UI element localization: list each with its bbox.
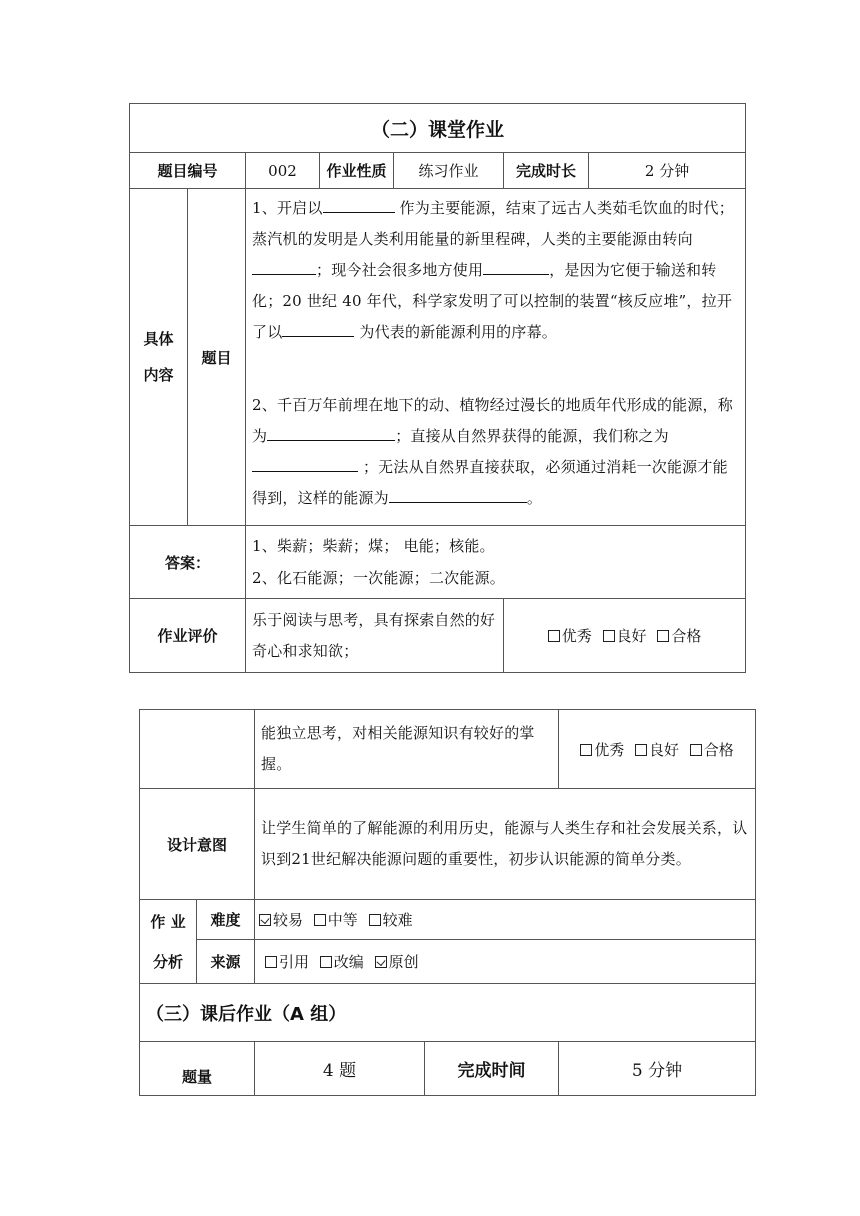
rating-excellent: 优秀 bbox=[594, 740, 625, 759]
checkbox-icon[interactable] bbox=[603, 630, 615, 642]
question-label: 题目 bbox=[188, 189, 246, 526]
section-3-title: （三）课后作业（A 组） bbox=[140, 984, 756, 1042]
blank bbox=[267, 425, 395, 441]
section-title: （二）课堂作业 bbox=[130, 104, 746, 153]
source-label: 来源 bbox=[197, 940, 255, 984]
checkbox-icon[interactable] bbox=[314, 914, 326, 926]
evaluation-label: 作业评价 bbox=[130, 599, 246, 673]
rating-good: 良好 bbox=[649, 740, 680, 759]
checkbox-icon[interactable] bbox=[580, 744, 592, 756]
blank bbox=[282, 321, 354, 337]
difficulty-options: 较易 中等 较难 bbox=[255, 900, 756, 940]
blank bbox=[323, 197, 395, 213]
difficulty-label: 难度 bbox=[197, 900, 255, 940]
answer-line-2: 2、化石能源；一次能源；二次能源。 bbox=[252, 569, 505, 587]
checkbox-icon[interactable] bbox=[657, 630, 669, 642]
question-id-value: 002 bbox=[246, 153, 320, 189]
source-options: 引用 改编 原创 bbox=[255, 940, 756, 984]
classroom-homework-table bbox=[129, 103, 746, 673]
rating-excellent: 优秀 bbox=[561, 627, 592, 645]
completion-time-value: 5 分钟 bbox=[559, 1042, 756, 1096]
checkbox-icon[interactable] bbox=[265, 956, 277, 968]
checkbox-icon[interactable] bbox=[635, 744, 647, 756]
empty-label-cell bbox=[140, 710, 255, 789]
rating-options bbox=[504, 599, 746, 673]
evaluation-criteria-2: 能独立思考，对相关能源知识有较好的掌握。 bbox=[255, 710, 559, 789]
blank bbox=[252, 259, 316, 275]
question-2: 2、千百万年前埋在地下的动、植物经过漫长的地质年代形成的能源，称为 ；直接从自然界获得的能源，我们称之为 ；无法从自然界直接获取，必须通过消耗一次能源才能得到，这样的能源为 。 bbox=[252, 396, 733, 507]
design-intent-text: 让学生简单的了解能源的利用历史，能源与人类生存和社会发展关系，认识到21世纪解决能源问题的重要性，初步认识能源的简单分类。 bbox=[255, 789, 756, 900]
checkbox-icon[interactable] bbox=[690, 744, 702, 756]
question-content bbox=[246, 189, 746, 526]
question-1: 1、开启以 作为主要能源，结束了远古人类茹毛饮血的时代；蒸汽机的发明是人类利用能量的新里程碑，人类的主要能源由转向；现今社会很多地方使用 ，是因为它便于输送和转化；20 世纪 40 年代，科学家发明了可以控制的装置“核反应堆”，拉开了以 为代表的新能源利用的序幕。 bbox=[252, 199, 734, 341]
blank bbox=[252, 456, 358, 472]
completion-time-label: 完成时间 bbox=[425, 1042, 559, 1096]
answer-content bbox=[246, 526, 746, 599]
duration-value: 2 分钟 bbox=[589, 153, 746, 189]
design-intent-label: 设计意图 bbox=[140, 789, 255, 900]
rating-good: 良好 bbox=[616, 627, 647, 645]
blank bbox=[389, 487, 527, 503]
rating-pass: 合格 bbox=[671, 627, 702, 645]
rating-options-2 bbox=[559, 710, 756, 789]
evaluation-criteria-1: 乐于阅读与思考，具有探索自然的好奇心和求知欲； bbox=[246, 599, 504, 673]
question-count-label: 题量 bbox=[140, 1042, 255, 1096]
duration-label: 完成时长 bbox=[504, 153, 589, 189]
checkbox-icon[interactable] bbox=[369, 914, 381, 926]
rating-pass: 合格 bbox=[703, 740, 734, 759]
answer-line-1: 1、柴薪；柴薪；煤； 电能；核能。 bbox=[252, 537, 495, 555]
answer-label: 答案： bbox=[130, 526, 246, 599]
analysis-label: 作 业 分析 bbox=[140, 900, 197, 984]
content-label: 具体 内容 bbox=[130, 189, 188, 526]
question-count-value: 4 题 bbox=[255, 1042, 425, 1096]
homework-continued-table bbox=[139, 709, 756, 1096]
checkbox-icon[interactable] bbox=[320, 956, 332, 968]
checked-box-icon[interactable] bbox=[375, 956, 387, 968]
checkbox-icon[interactable] bbox=[548, 630, 560, 642]
question-id-label: 题目编号 bbox=[130, 153, 246, 189]
homework-nature-value: 练习作业 bbox=[394, 153, 504, 189]
checked-box-icon[interactable] bbox=[259, 914, 271, 926]
homework-nature-label: 作业性质 bbox=[320, 153, 394, 189]
blank bbox=[483, 259, 549, 275]
